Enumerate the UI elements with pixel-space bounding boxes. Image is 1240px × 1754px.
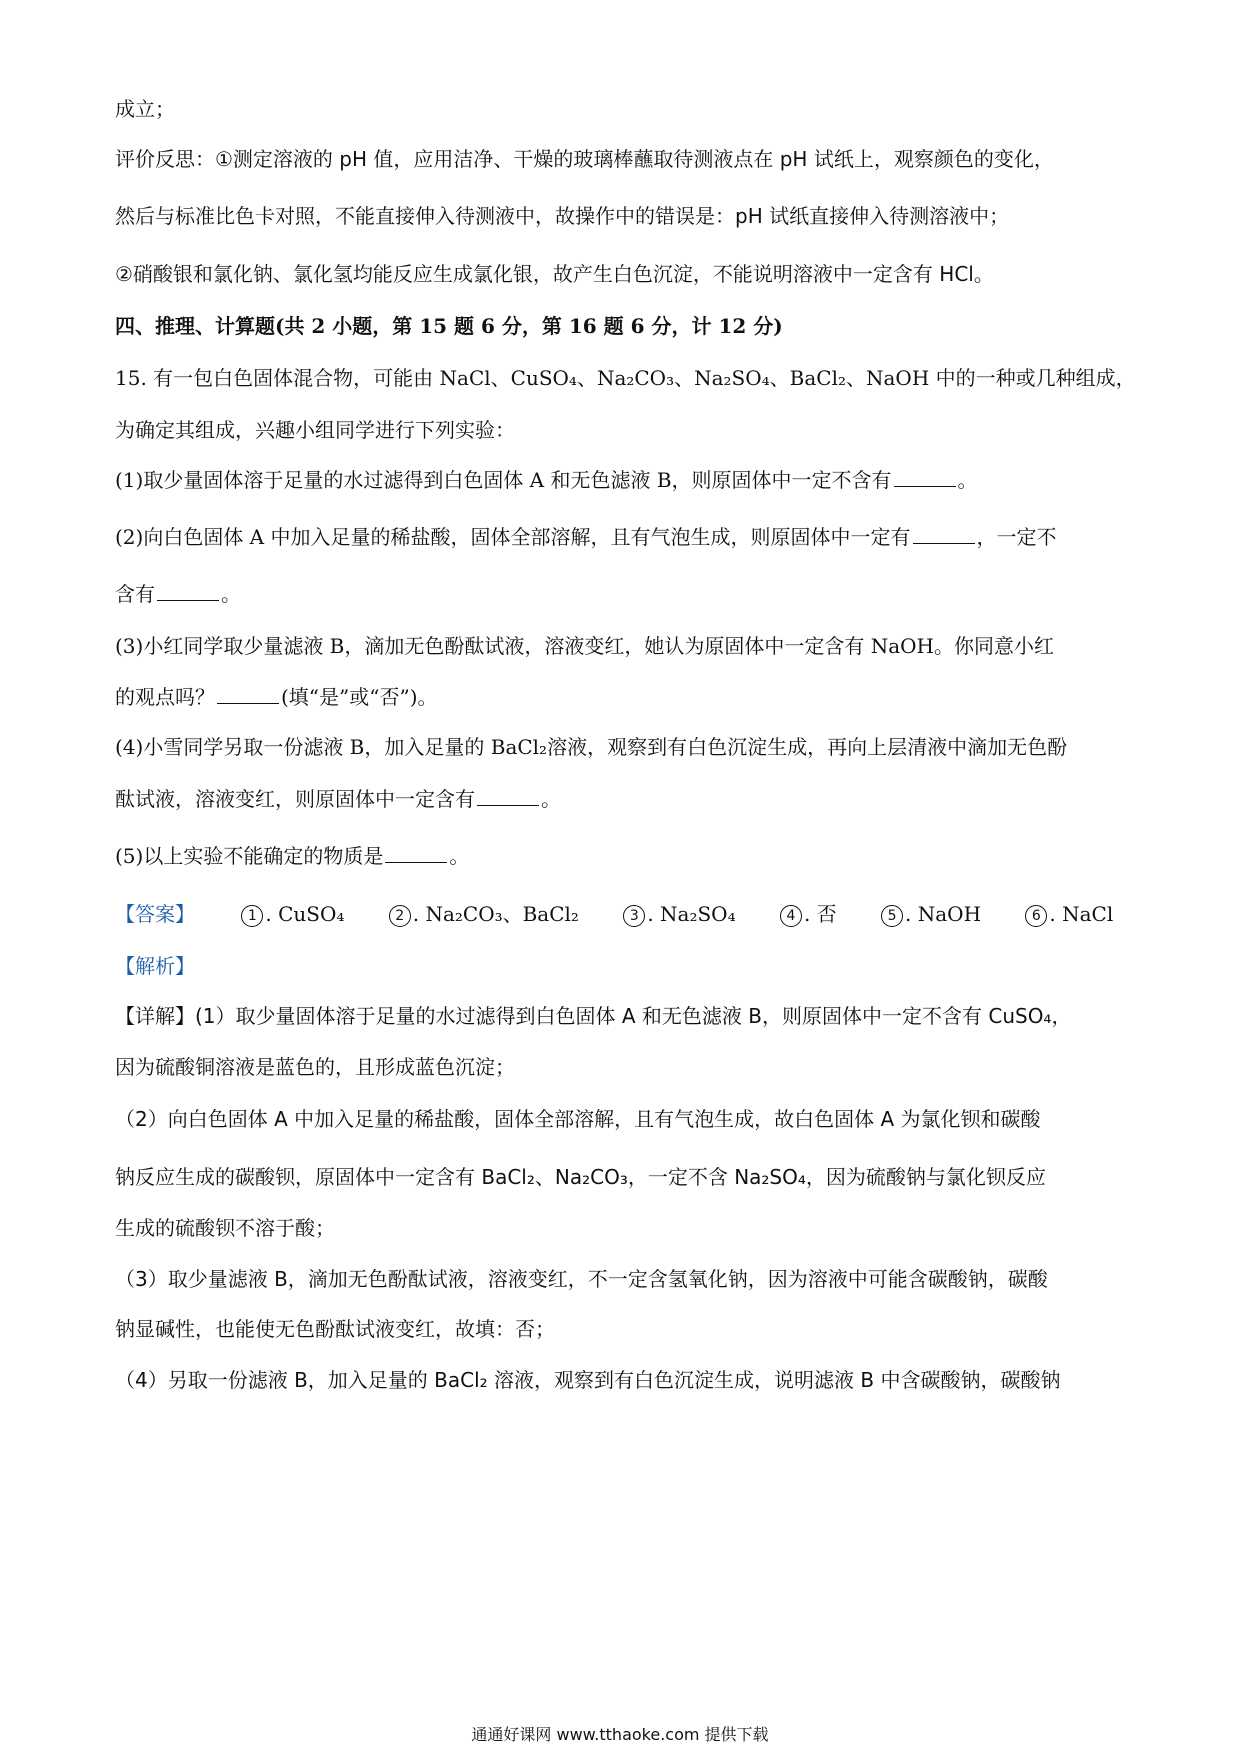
part-text: ，一定不 [976,525,1057,549]
part-text: 。 [541,787,561,811]
answer-item [623,900,735,928]
part-text: (5)以上实验不能确定的物质是 [115,844,384,868]
answer-text: . NaCl [1049,902,1114,926]
answer-blank [477,787,539,806]
circled-number: 6 [1025,905,1047,927]
part-text: 。 [957,468,978,492]
part-text: 。 [221,582,241,606]
analysis-line: 【详解】(1）取少量固体溶于足量的水过滤得到白色固体 A 和无色滤液 B，则原固体中一定不含有 CuSO₄， [115,1004,1072,1028]
part-text: (1)取少量固体溶于足量的水过滤得到白色固体 A 和无色滤液 B，则原固体中一定不含有 [115,468,892,492]
question-part-2 [115,523,1135,551]
analysis-line: （3）取少量滤液 B，滴加无色酚酞试液，溶液变红，不一定含氢氧化钠，因为溶液中可能含碳酸钠，碳酸 [115,1267,1048,1291]
answer-blank [913,525,975,544]
part-text: (填“是”或“否”)。 [281,685,438,709]
part-text: 。 [449,844,470,868]
answer-text: . Na₂CO₃、BaCl₂ [412,902,579,926]
analysis-line: 钠显碱性，也能使无色酚酞试液变红，故填：否； [115,1317,555,1341]
question-part-4: (4)小雪同学另取一份滤液 B，加入足量的 BaCl₂溶液，观察到有白色沉淀生成，再向上层清液中滴加无色酚 [115,735,1068,759]
analysis-line: 因为硫酸铜溶液是蓝色的，且形成蓝色沉淀； [115,1055,515,1079]
text-line: 评价反思：①测定溶液的 pH 值，应用洁净、干燥的玻璃棒蘸取待测液点在 pH 试纸上，观察颜色的变化， [115,147,1054,171]
circled-number: 4 [780,905,802,927]
text-line: 然后与标准比色卡对照，不能直接伸入待测液中，故操作中的错误是：pH 试纸直接伸入待测溶液中； [115,204,1010,228]
answer-item [241,900,344,928]
answer-blank [385,844,447,863]
question-part-3: (3)小红同学取少量滤液 B，滴加无色酚酞试液，溶液变红，她认为原固体中一定含有 NaOH。你同意小红 [115,634,1055,658]
analysis-tag: 【解析】 [115,954,195,978]
part-text: 含有 [115,582,155,606]
analysis-line: 钠反应生成的碳酸钡，原固体中一定含有 BaCl₂、Na₂CO₃，一定不含 Na₂SO₄，因为硫酸钠与氯化钡反应 [115,1165,1046,1189]
circled-number: 2 [389,905,411,927]
footer-watermark: 通通好课网 www.tthaoke.com 提供下载 [471,1725,769,1744]
answer-text: . CuSO₄ [265,902,345,926]
question-part-5 [115,842,1135,870]
question-part-1 [115,466,1135,494]
question-part-4-cont [115,785,1135,813]
part-text: (2)向白色固体 A 中加入足量的稀盐酸，固体全部溶解，且有气泡生成，则原固体中一定有 [115,525,911,549]
text-line: 成立； [115,97,175,121]
answer-blank [894,468,956,487]
answer-item [780,900,837,928]
answer-text: . NaOH [905,902,982,926]
question-part-2-cont [115,580,1135,608]
answer-text: . 否 [803,902,837,926]
analysis-line: 生成的硫酸钡不溶于酸； [115,1216,335,1240]
text-line: ②硝酸银和氯化钠、氯化氢均能反应生成氯化银，故产生白色沉淀，不能说明溶液中一定含有 HCl。 [115,262,994,286]
question-15-stem: 15. 有一包白色固体混合物，可能由 NaCl、CuSO₄、Na₂CO₃、Na₂SO₄、BaCl₂、NaOH 中的一种或几种组成， [115,366,1136,390]
part-text: 酞试液，溶液变红，则原固体中一定含有 [115,787,475,811]
question-15-stem: 为确定其组成，兴趣小组同学进行下列实验： [115,418,515,442]
question-part-3-cont [115,683,1135,711]
answer-item [881,900,981,928]
part-text: 的观点吗？ [115,685,215,709]
answer-item [389,900,579,928]
circled-number: 5 [881,905,903,927]
circled-number: 3 [623,905,645,927]
section-heading: 四、推理、计算题(共 2 小题，第 15 题 6 分，第 16 题 6 分，计 12 分) [115,314,783,338]
answer-text: . Na₂SO₄ [647,902,736,926]
answer-tag: 【答案】 [115,902,195,926]
analysis-line: （2）向白色固体 A 中加入足量的稀盐酸，固体全部溶解，且有气泡生成，故白色固体 A 为氯化钡和碳酸 [115,1107,1041,1131]
circled-number: 1 [241,905,263,927]
answer-row [115,900,1135,928]
answer-item [1025,900,1113,928]
answer-blank [157,582,219,601]
analysis-line: （4）另取一份滤液 B，加入足量的 BaCl₂ 溶液，观察到有白色沉淀生成，说明滤液 B 中含碳酸钠，碳酸钠 [115,1368,1061,1392]
answer-blank [217,685,279,704]
